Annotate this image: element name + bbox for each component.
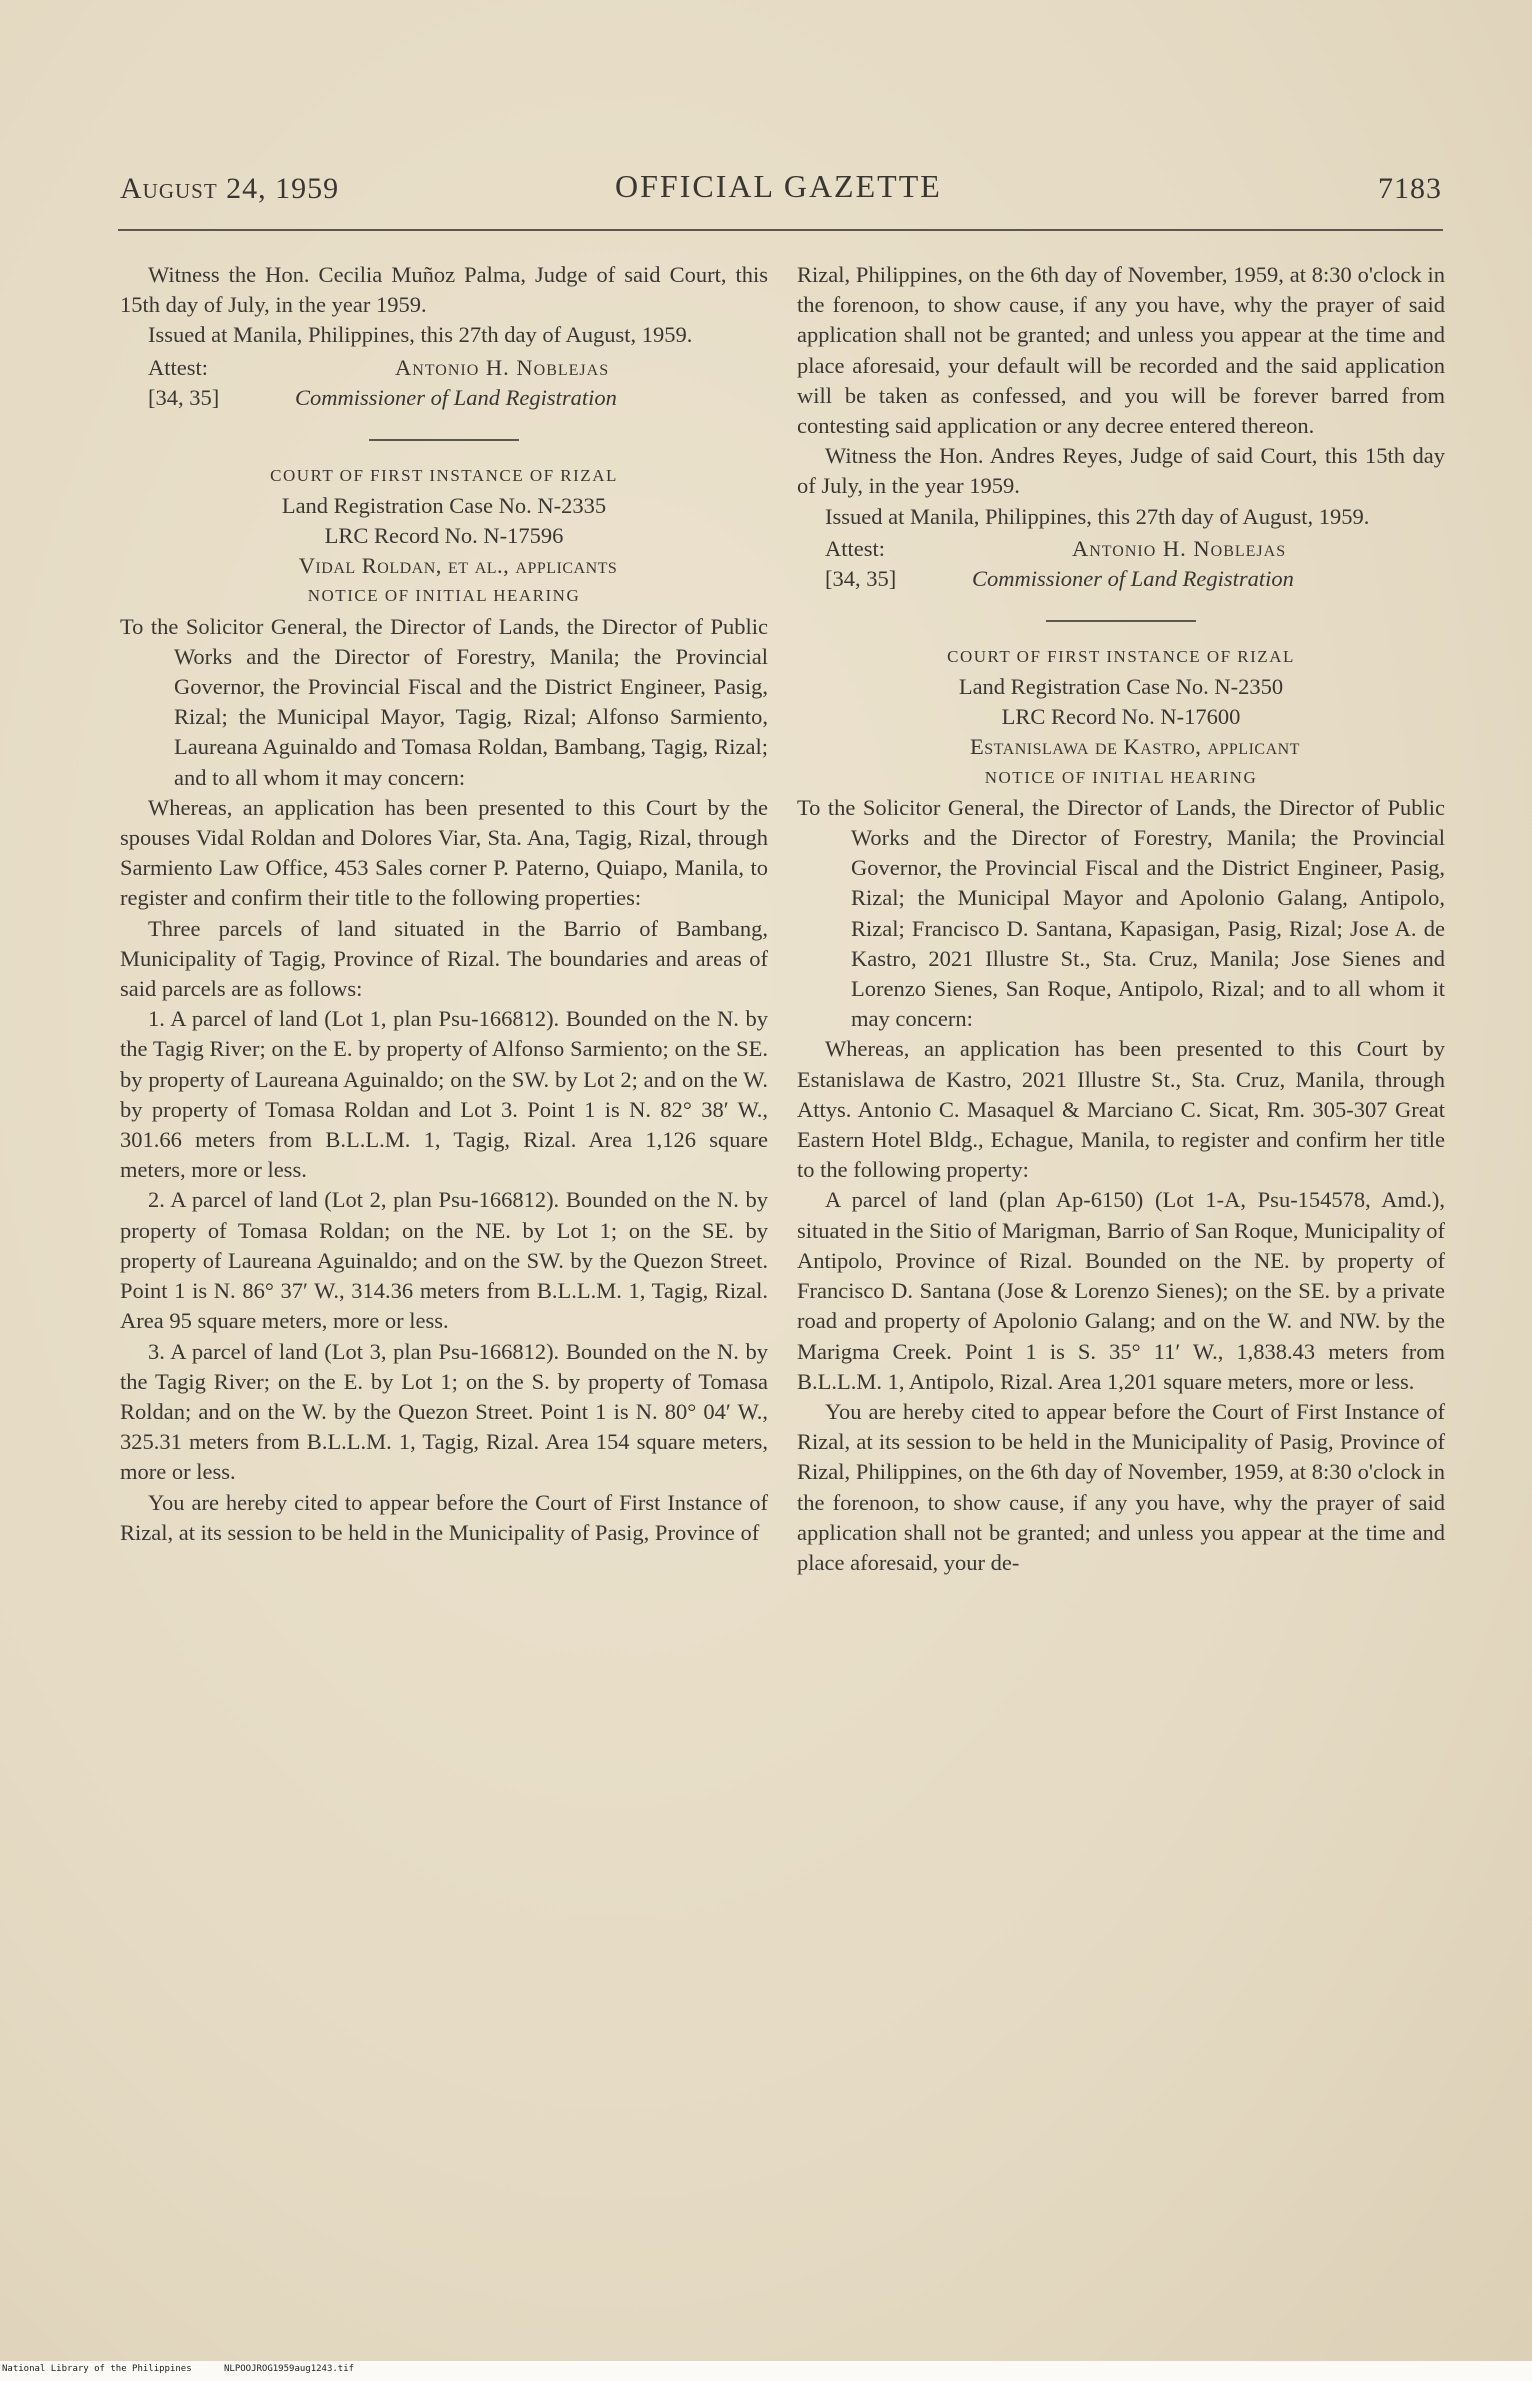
addressee-paragraph: To the Solicitor General, the Director of Lands, the Director of Public Works and the Director of Forestry, Manila; the Provincial Governor, the Provincial Fiscal and the District Engineer, Pasig, Rizal; the Municipal Mayor, Tagig, Rizal; Alfonso Sarmiento, Laureana Aguinaldo and Tomasa Roldan, Bambang, Tagig, Rizal; and to all whom it may concern: xyxy=(120,613,768,790)
attest-reference: [34, 35] xyxy=(825,565,897,591)
scan-footer xyxy=(0,2361,1532,2381)
issued-paragraph: Issued at Manila, Philippines, this 27th day of August, 1959. xyxy=(825,503,1370,529)
citation-paragraph: You are hereby cited to appear before the Court of First Instance of Rizal, at its session to be held in the Municipality of Pasig, Province of Rizal, Philippines, on the 6th day of November, 1959, at 8:30 o'clock in the forenoon, to show cause, if any you have, why the prayer of said application shall not be granted; and unless you appear at the time and place aforesaid, your de- xyxy=(797,1398,1445,1575)
publication-title: OFFICIAL GAZETTE xyxy=(615,168,942,204)
issue-date: August 24, 1959 xyxy=(120,172,340,205)
parcel-3-paragraph: 3. A parcel of land (Lot 3, plan Psu-166812). Bounded on the N. by the Tagig River; on the E. by Lot 1; on the S. by property of Tomasa Roldan; and on the W. by the Quezon Street. Point 1 is N. 80° 04′ W., 325.31 meters from B.L.L.M. 1, Tagig, Rizal. Area 154 square meters, more or less. xyxy=(120,1338,768,1485)
attest-name: Antonio H. Noblejas xyxy=(1072,535,1287,561)
application-paragraph: Whereas, an application has been presented to this Court by the spouses Vidal Roldan and Dolores Viar, Sta. Ana, Tagig, Rizal, through Sarmiento Law Office, 453 Sales corner P. Paterno, Quiapo, Manila, to register and confirm their title to the following properties: xyxy=(120,794,768,911)
page-header xyxy=(120,168,1442,212)
attest-label: Attest: xyxy=(148,354,208,380)
attest-title: Commissioner of Land Registration xyxy=(972,565,1294,591)
header-rule xyxy=(118,229,1443,231)
application-paragraph: Whereas, an application has been presented to this Court by Estanislawa de Kastro, 2021 Illustre St., Sta. Cruz, Manila, through Attys. Antonio C. Masaquel & Marciano C. Sicat, Rm. 305-307 Great Eastern Hotel Bldg., Echague, Manila, to register and confirm her title to the following property: xyxy=(797,1036,1445,1183)
page-number: 7183 xyxy=(1378,172,1442,205)
section-divider xyxy=(369,439,519,441)
notice-heading: NOTICE OF INITIAL HEARING xyxy=(984,767,1258,787)
parcel-1-paragraph: 1. A parcel of land (Lot 1, plan Psu-166812). Bounded on the N. by the Tagig River; on the E. by property of Alfonso Sarmiento; on the SE. by property of Laureana Aguinaldo; on the SW. by Lot 2; and on the W. by property of Tomasa Roldan and Lot 3. Point 1 is N. 82° 38′ W., 301.66 meters from B.L.L.M. 1, Tagig, Rizal. Area 1,126 square meters, more or less. xyxy=(120,1006,768,1183)
witness-paragraph: Witness the Hon. Cecilia Muñoz Palma, Judge of said Court, this 15th day of July, in the year 1959. xyxy=(120,262,768,318)
notice-heading: NOTICE OF INITIAL HEARING xyxy=(307,586,581,606)
citation-paragraph: You are hereby cited to appear before the Court of First Instance of Rizal, at its session to be held in the Municipality of Pasig, Province of xyxy=(120,1489,768,1545)
attest-label: Attest: xyxy=(825,535,885,561)
attest-reference: [34, 35] xyxy=(148,384,220,410)
parcel-paragraph: A parcel of land (plan Ap-6150) (Lot 1-A, Psu-154578, Amd.), situated in the Sitio of Marigman, Barrio of San Roque, Municipality of Antipolo, Province of Rizal. Bounded on the NE. by property of Francisco D. Santana (Jose & Lorenzo Sienes); on the SE. by a private road and property of Apolonio Galang; and on the W. and NW. by the Marigma Creek. Point 1 is S. 35° 11′ W., 1,838.43 meters from B.L.L.M. 1, Antipolo, Rizal. Area 1,201 square meters, more or less. xyxy=(797,1187,1445,1394)
parcels-intro-paragraph: Three parcels of land situated in the Barrio of Bambang, Municipality of Tagig, Province of Rizal. The boundaries and areas of said parcels are as follows: xyxy=(120,915,768,1002)
record-number: LRC Record No. N-17596 xyxy=(324,523,564,549)
court-heading: COURT OF FIRST INSTANCE OF RIZAL xyxy=(270,465,618,485)
left-column xyxy=(120,260,768,1548)
record-number: LRC Record No. N-17600 xyxy=(1001,704,1241,730)
attestation-block xyxy=(120,353,768,413)
court-heading: COURT OF FIRST INSTANCE OF RIZAL xyxy=(947,646,1295,666)
scan-filename: NLPOOJROG1959aug1243.tif xyxy=(224,2364,355,2374)
applicant-line: Estanislawa de Kastro, applicant xyxy=(970,734,1300,760)
issued-paragraph: Issued at Manila, Philippines, this 27th day of August, 1959. xyxy=(148,322,693,348)
citation-continued-paragraph: Rizal, Philippines, on the 6th day of November, 1959, at 8:30 o'clock in the forenoon, to show cause, if any you have, why the prayer of said application shall not be granted; and unless you appear at the time and place aforesaid, your default will be recorded and the said application will be taken as confessed, and you will be forever barred from contesting said application or any decree entered thereon. xyxy=(797,262,1445,439)
attestation-block xyxy=(797,534,1445,594)
parcel-2-paragraph: 2. A parcel of land (Lot 2, plan Psu-166812). Bounded on the N. by property of Tomasa Roldan; on the NE. by Lot 1; on the SE. by property of Laureana Aguinaldo; and on the SW. by the Quezon Street. Point 1 is N. 86° 37′ W., 314.36 meters from B.L.L.M. 1, Tagig, Rizal. Area 95 square meters, more or less. xyxy=(120,1187,768,1334)
applicant-line: Vidal Roldan, et al., applicants xyxy=(298,553,618,579)
case-number: Land Registration Case No. N-2350 xyxy=(958,674,1284,700)
attest-name: Antonio H. Noblejas xyxy=(395,354,610,380)
right-column xyxy=(797,260,1445,1578)
section-divider xyxy=(1046,620,1196,622)
addressee-paragraph: To the Solicitor General, the Director of Lands, the Director of Public Works and the Director of Forestry, Manila; the Provincial Governor, the Provincial Fiscal and the District Engineer, Pasig, Rizal; the Municipal Mayor and Apolonio Galang, Antipolo, Rizal; Francisco D. Santana, Kapasigan, Pasig, Rizal; Jose A. de Kastro, 2021 Illustre St., Sta. Cruz, Manila; Jose Sienes and Lorenzo Sienes, San Roque, Antipolo, Rizal; and to all whom it may concern: xyxy=(797,794,1445,1032)
attest-title: Commissioner of Land Registration xyxy=(295,384,617,410)
witness-paragraph: Witness the Hon. Andres Reyes, Judge of said Court, this 15th day of July, in the year 1959. xyxy=(797,443,1445,499)
case-number: Land Registration Case No. N-2335 xyxy=(281,492,607,518)
library-credit: National Library of the Philippines xyxy=(2,2364,192,2374)
